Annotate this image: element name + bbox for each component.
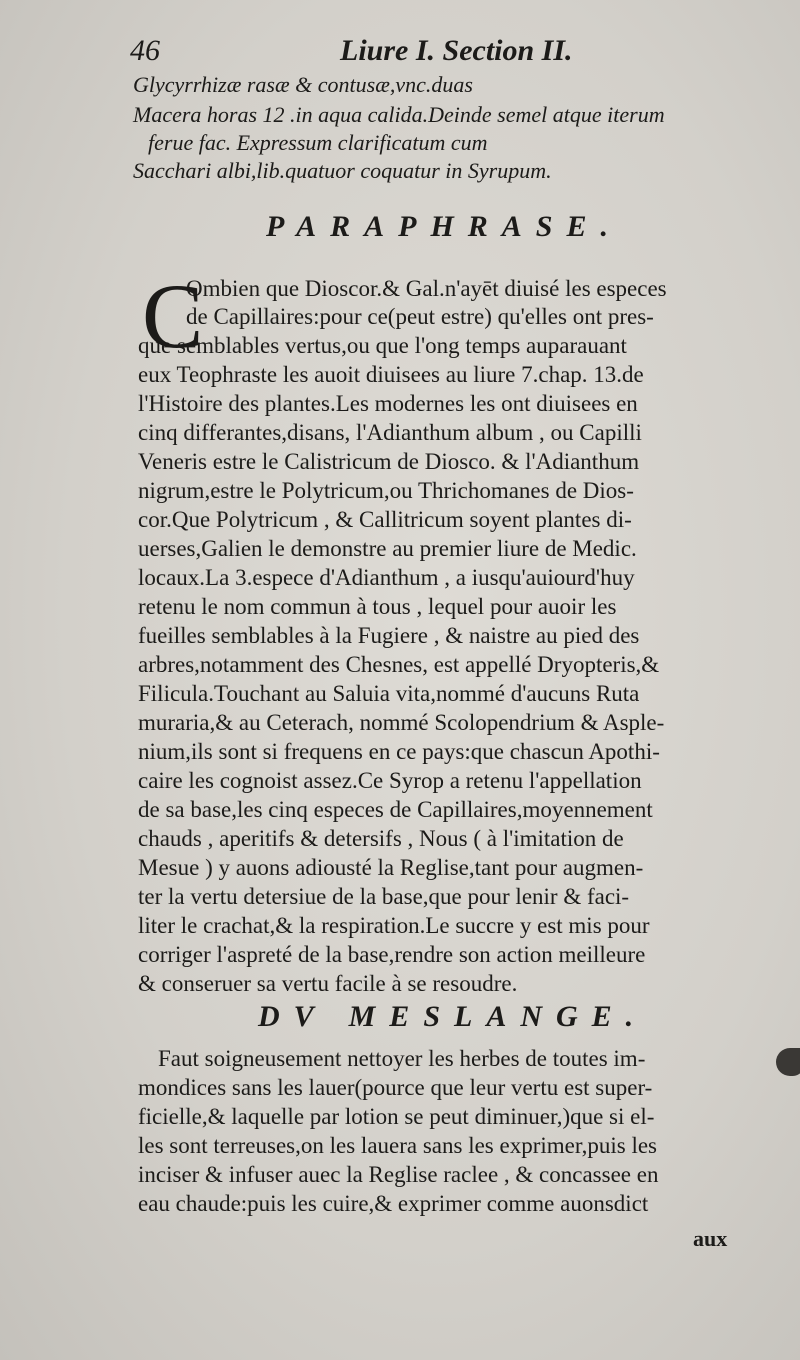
meslange-line: ficielle,& laquelle par lotion se peut diminuer,)que si el- <box>138 1104 655 1129</box>
paraphrase-line: corriger l'aspreté de la base,rendre son action meilleure <box>138 942 646 967</box>
page-number: 46 <box>130 34 160 67</box>
paraphrase-line: de Capillaires:pour ce(peut estre) qu'elles ont pres- <box>186 304 654 329</box>
page-header <box>130 34 573 70</box>
paraphrase-line: fueilles semblables à la Fugiere , & naistre au pied des <box>138 623 640 648</box>
paraphrase-line: nium,ils sont si frequens en ce pays:que chascun Apothi- <box>138 739 660 764</box>
paraphrase-line: Veneris estre le Calistricum de Diosco. & l'Adianthum <box>138 449 640 474</box>
recipe-line: Glycyrrhizæ rasæ & contusæ,vnc.duas <box>133 72 473 97</box>
meslange-line: inciser & infuser auec la Reglise raclee , & concassee en <box>138 1162 659 1187</box>
paraphrase-line: l'Histoire des plantes.Les modernes les ont diuisees en <box>138 391 638 416</box>
paraphrase-line: nigrum,estre le Polytricum,ou Thrichomanes de Dios- <box>138 478 634 503</box>
paraphrase-line: ter la vertu detersiue de la base,que pour lenir & faci- <box>138 884 630 909</box>
paraphrase-heading: PARAPHRASE. <box>266 210 623 243</box>
paraphrase-line: locaux.La 3.espece d'Adianthum , a iusqu'auiourd'huy <box>138 565 635 590</box>
ink-blot <box>776 1048 800 1076</box>
paraphrase-line: cinq differantes,disans, l'Adianthum album , ou Capilli <box>138 420 642 445</box>
paraphrase-line: muraria,& au Ceterach, nommé Scolopendrium & Asple- <box>138 710 665 735</box>
meslange-line: mondices sans les lauer(pource que leur vertu est super- <box>138 1075 653 1100</box>
meslange-heading: DV MESLANGE. <box>258 1000 648 1033</box>
paraphrase-line: chauds , aperitifs & detersifs , Nous ( à l'imitation de <box>138 826 624 851</box>
paraphrase-line: liter le crachat,& la respiration.Le succre y est mis pour <box>138 913 650 938</box>
paraphrase-line: retenu le nom commun à tous , lequel pour auoir les <box>138 594 617 619</box>
paraphrase-line: de sa base,les cinq especes de Capillaires,moyennement <box>138 797 653 822</box>
recipe-line: Sacchari albi,lib.quatuor coquatur in Syrupum. <box>133 158 552 183</box>
drop-cap: C <box>142 265 204 367</box>
paraphrase-line: eux Teophraste les auoit diuisees au liure 7.chap. 13.de <box>138 362 644 387</box>
running-title: Liure I. Section II. <box>340 34 573 67</box>
recipe-line: Macera horas 12 .in aqua calida.Deinde semel atque iterum <box>133 102 665 127</box>
paraphrase-line: caire les cognoist assez.Ce Syrop a retenu l'appellation <box>138 768 642 793</box>
recipe-line: ferue fac. Expressum clarificatum cum <box>148 130 488 155</box>
paraphrase-line: uerses,Galien le demonstre au premier liure de Medic. <box>138 536 637 561</box>
paraphrase-line: que semblables vertus,ou que l'ong temps auparauant <box>138 333 627 358</box>
meslange-line: eau chaude:puis les cuire,& exprimer comme auonsdict <box>138 1191 649 1216</box>
catchword: aux <box>693 1226 728 1251</box>
paraphrase-line: arbres,notamment des Chesnes, est appellé Dryopteris,& <box>138 652 660 677</box>
paraphrase-line: cor.Que Polytricum , & Callitricum soyent plantes di- <box>138 507 632 532</box>
paraphrase-line: Ombien que Dioscor.& Gal.n'ayēt diuisé les especes <box>186 276 667 301</box>
paraphrase-line: Filicula.Touchant au Saluia vita,nommé d'aucuns Ruta <box>138 681 640 706</box>
paraphrase-line: Mesue ) y auons adiousté la Reglise,tant pour augmen- <box>138 855 644 880</box>
meslange-line: Faut soigneusement nettoyer les herbes de toutes im- <box>158 1046 646 1071</box>
paraphrase-line: & conseruer sa vertu facile à se resoudre. <box>138 971 518 996</box>
meslange-line: les sont terreuses,on les lauera sans les exprimer,puis les <box>138 1133 657 1158</box>
